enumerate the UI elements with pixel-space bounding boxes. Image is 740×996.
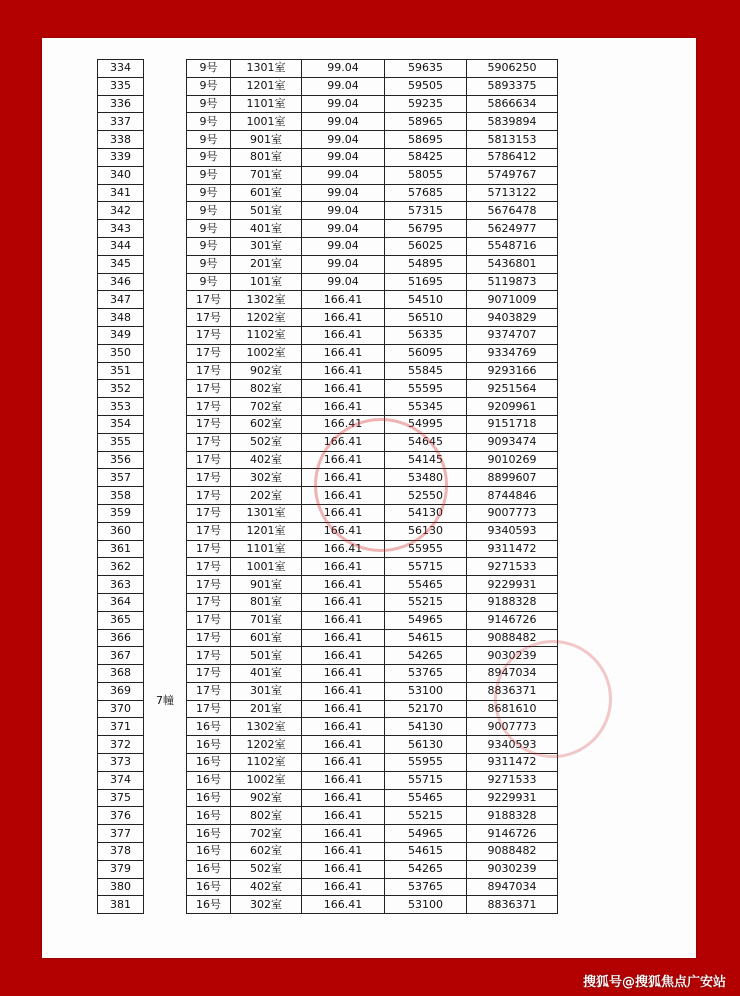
unit-price-cell: 54265 bbox=[385, 860, 467, 878]
unit-cell: 17号 bbox=[187, 451, 231, 469]
unit-price-cell: 53100 bbox=[385, 682, 467, 700]
total-price-cell: 9151718 bbox=[467, 415, 558, 433]
row-number-cell: 347 bbox=[98, 291, 144, 309]
total-price-cell: 9271533 bbox=[467, 771, 558, 789]
unit-price-cell: 54645 bbox=[385, 433, 467, 451]
total-price-cell: 9311472 bbox=[467, 540, 558, 558]
row-number-cell: 372 bbox=[98, 736, 144, 754]
row-number-cell: 370 bbox=[98, 700, 144, 718]
room-cell: 402室 bbox=[231, 451, 302, 469]
row-number-cell: 341 bbox=[98, 184, 144, 202]
row-number-cell: 350 bbox=[98, 344, 144, 362]
unit-cell: 9号 bbox=[187, 220, 231, 238]
total-price-cell: 9334769 bbox=[467, 344, 558, 362]
total-price-cell: 9251564 bbox=[467, 380, 558, 398]
row-number-cell: 377 bbox=[98, 825, 144, 843]
unit-price-cell: 55715 bbox=[385, 771, 467, 789]
total-price-cell: 8836371 bbox=[467, 896, 558, 914]
area-cell: 166.41 bbox=[302, 647, 385, 665]
room-cell: 201室 bbox=[231, 700, 302, 718]
unit-cell: 17号 bbox=[187, 344, 231, 362]
room-cell: 702室 bbox=[231, 825, 302, 843]
unit-price-cell: 58695 bbox=[385, 131, 467, 149]
unit-price-cell: 55465 bbox=[385, 789, 467, 807]
unit-cell: 9号 bbox=[187, 148, 231, 166]
total-price-cell: 9209961 bbox=[467, 398, 558, 416]
area-cell: 166.41 bbox=[302, 789, 385, 807]
unit-cell: 17号 bbox=[187, 629, 231, 647]
total-price-cell: 8947034 bbox=[467, 878, 558, 896]
total-price-cell: 5749767 bbox=[467, 166, 558, 184]
total-price-cell: 5893375 bbox=[467, 77, 558, 95]
row-number-cell: 334 bbox=[98, 60, 144, 78]
area-cell: 166.41 bbox=[302, 807, 385, 825]
unit-price-cell: 59505 bbox=[385, 77, 467, 95]
row-number-cell: 357 bbox=[98, 469, 144, 487]
unit-price-cell: 56335 bbox=[385, 326, 467, 344]
row-number-cell: 369 bbox=[98, 682, 144, 700]
unit-cell: 16号 bbox=[187, 736, 231, 754]
unit-price-cell: 54615 bbox=[385, 843, 467, 861]
total-price-cell: 9030239 bbox=[467, 647, 558, 665]
area-cell: 166.41 bbox=[302, 754, 385, 772]
unit-cell: 9号 bbox=[187, 113, 231, 131]
unit-cell: 16号 bbox=[187, 718, 231, 736]
total-price-cell: 9188328 bbox=[467, 593, 558, 611]
total-price-cell: 9293166 bbox=[467, 362, 558, 380]
unit-cell: 17号 bbox=[187, 504, 231, 522]
area-cell: 99.04 bbox=[302, 95, 385, 113]
room-cell: 901室 bbox=[231, 576, 302, 594]
row-number-cell: 338 bbox=[98, 131, 144, 149]
area-cell: 166.41 bbox=[302, 398, 385, 416]
area-cell: 99.04 bbox=[302, 237, 385, 255]
area-cell: 166.41 bbox=[302, 700, 385, 718]
area-cell: 166.41 bbox=[302, 540, 385, 558]
unit-price-cell: 54965 bbox=[385, 825, 467, 843]
row-number-cell: 362 bbox=[98, 558, 144, 576]
unit-cell: 16号 bbox=[187, 860, 231, 878]
total-price-cell: 9007773 bbox=[467, 718, 558, 736]
unit-price-cell: 56130 bbox=[385, 736, 467, 754]
row-number-cell: 346 bbox=[98, 273, 144, 291]
total-price-cell: 9374707 bbox=[467, 326, 558, 344]
unit-cell: 17号 bbox=[187, 326, 231, 344]
room-cell: 1202室 bbox=[231, 309, 302, 327]
area-cell: 99.04 bbox=[302, 113, 385, 131]
room-cell: 801室 bbox=[231, 593, 302, 611]
unit-cell: 17号 bbox=[187, 291, 231, 309]
unit-price-cell: 55955 bbox=[385, 540, 467, 558]
price-table bbox=[97, 59, 558, 914]
total-price-cell: 9071009 bbox=[467, 291, 558, 309]
row-number-cell: 368 bbox=[98, 665, 144, 683]
row-number-cell: 371 bbox=[98, 718, 144, 736]
room-cell: 601室 bbox=[231, 184, 302, 202]
unit-price-cell: 52170 bbox=[385, 700, 467, 718]
unit-cell: 17号 bbox=[187, 362, 231, 380]
unit-cell: 17号 bbox=[187, 415, 231, 433]
area-cell: 166.41 bbox=[302, 451, 385, 469]
total-price-cell: 9010269 bbox=[467, 451, 558, 469]
area-cell: 166.41 bbox=[302, 593, 385, 611]
room-cell: 602室 bbox=[231, 415, 302, 433]
room-cell: 701室 bbox=[231, 611, 302, 629]
area-cell: 99.04 bbox=[302, 77, 385, 95]
unit-cell: 16号 bbox=[187, 789, 231, 807]
area-cell: 166.41 bbox=[302, 558, 385, 576]
total-price-cell: 9229931 bbox=[467, 576, 558, 594]
row-number-cell: 352 bbox=[98, 380, 144, 398]
room-cell: 601室 bbox=[231, 629, 302, 647]
area-cell: 166.41 bbox=[302, 736, 385, 754]
unit-cell: 16号 bbox=[187, 896, 231, 914]
unit-cell: 17号 bbox=[187, 682, 231, 700]
room-cell: 1101室 bbox=[231, 540, 302, 558]
row-number-cell: 349 bbox=[98, 326, 144, 344]
total-price-cell: 9146726 bbox=[467, 611, 558, 629]
unit-price-cell: 54145 bbox=[385, 451, 467, 469]
total-price-cell: 5866634 bbox=[467, 95, 558, 113]
unit-price-cell: 56130 bbox=[385, 522, 467, 540]
row-number-cell: 363 bbox=[98, 576, 144, 594]
total-price-cell: 8947034 bbox=[467, 665, 558, 683]
area-cell: 166.41 bbox=[302, 291, 385, 309]
unit-cell: 16号 bbox=[187, 754, 231, 772]
total-price-cell: 9403829 bbox=[467, 309, 558, 327]
unit-price-cell: 59635 bbox=[385, 60, 467, 78]
room-cell: 401室 bbox=[231, 220, 302, 238]
total-price-cell: 9146726 bbox=[467, 825, 558, 843]
row-number-cell: 345 bbox=[98, 255, 144, 273]
room-cell: 902室 bbox=[231, 362, 302, 380]
unit-cell: 9号 bbox=[187, 95, 231, 113]
unit-price-cell: 56795 bbox=[385, 220, 467, 238]
unit-cell: 9号 bbox=[187, 166, 231, 184]
row-number-cell: 374 bbox=[98, 771, 144, 789]
total-price-cell: 5436801 bbox=[467, 255, 558, 273]
room-cell: 502室 bbox=[231, 860, 302, 878]
unit-cell: 17号 bbox=[187, 700, 231, 718]
room-cell: 701室 bbox=[231, 166, 302, 184]
room-cell: 1001室 bbox=[231, 558, 302, 576]
unit-cell: 16号 bbox=[187, 771, 231, 789]
total-price-cell: 9340593 bbox=[467, 522, 558, 540]
unit-price-cell: 54510 bbox=[385, 291, 467, 309]
unit-cell: 17号 bbox=[187, 380, 231, 398]
total-price-cell: 5839894 bbox=[467, 113, 558, 131]
unit-cell: 17号 bbox=[187, 487, 231, 505]
room-cell: 201室 bbox=[231, 255, 302, 273]
unit-price-cell: 54265 bbox=[385, 647, 467, 665]
room-cell: 1102室 bbox=[231, 326, 302, 344]
unit-price-cell: 57685 bbox=[385, 184, 467, 202]
unit-price-cell: 54130 bbox=[385, 504, 467, 522]
row-number-cell: 361 bbox=[98, 540, 144, 558]
area-cell: 166.41 bbox=[302, 825, 385, 843]
total-price-cell: 9007773 bbox=[467, 504, 558, 522]
area-cell: 166.41 bbox=[302, 896, 385, 914]
room-cell: 402室 bbox=[231, 878, 302, 896]
unit-price-cell: 54130 bbox=[385, 718, 467, 736]
row-number-cell: 344 bbox=[98, 237, 144, 255]
area-cell: 166.41 bbox=[302, 878, 385, 896]
row-number-cell: 359 bbox=[98, 504, 144, 522]
area-cell: 166.41 bbox=[302, 326, 385, 344]
room-cell: 1002室 bbox=[231, 771, 302, 789]
row-number-cell: 365 bbox=[98, 611, 144, 629]
unit-cell: 17号 bbox=[187, 522, 231, 540]
area-cell: 166.41 bbox=[302, 860, 385, 878]
unit-price-cell: 58055 bbox=[385, 166, 467, 184]
row-number-cell: 356 bbox=[98, 451, 144, 469]
unit-price-cell: 55715 bbox=[385, 558, 467, 576]
row-number-cell: 342 bbox=[98, 202, 144, 220]
area-cell: 166.41 bbox=[302, 344, 385, 362]
room-cell: 801室 bbox=[231, 148, 302, 166]
total-price-cell: 9229931 bbox=[467, 789, 558, 807]
unit-cell: 16号 bbox=[187, 878, 231, 896]
unit-cell: 9号 bbox=[187, 60, 231, 78]
row-number-cell: 373 bbox=[98, 754, 144, 772]
room-cell: 1101室 bbox=[231, 95, 302, 113]
area-cell: 166.41 bbox=[302, 576, 385, 594]
unit-cell: 16号 bbox=[187, 807, 231, 825]
area-cell: 166.41 bbox=[302, 771, 385, 789]
unit-cell: 17号 bbox=[187, 665, 231, 683]
unit-price-cell: 58425 bbox=[385, 148, 467, 166]
unit-price-cell: 54995 bbox=[385, 415, 467, 433]
total-price-cell: 8744846 bbox=[467, 487, 558, 505]
room-cell: 1202室 bbox=[231, 736, 302, 754]
total-price-cell: 8681610 bbox=[467, 700, 558, 718]
row-number-cell: 353 bbox=[98, 398, 144, 416]
area-cell: 166.41 bbox=[302, 504, 385, 522]
area-cell: 99.04 bbox=[302, 202, 385, 220]
area-cell: 166.41 bbox=[302, 362, 385, 380]
total-price-cell: 8899607 bbox=[467, 469, 558, 487]
unit-price-cell: 54895 bbox=[385, 255, 467, 273]
room-cell: 1301室 bbox=[231, 504, 302, 522]
row-number-cell: 343 bbox=[98, 220, 144, 238]
total-price-cell: 9311472 bbox=[467, 754, 558, 772]
row-number-cell: 340 bbox=[98, 166, 144, 184]
unit-cell: 9号 bbox=[187, 273, 231, 291]
unit-price-cell: 53480 bbox=[385, 469, 467, 487]
total-price-cell: 9271533 bbox=[467, 558, 558, 576]
unit-cell: 17号 bbox=[187, 398, 231, 416]
room-cell: 1002室 bbox=[231, 344, 302, 362]
room-cell: 302室 bbox=[231, 896, 302, 914]
unit-cell: 17号 bbox=[187, 433, 231, 451]
row-number-cell: 336 bbox=[98, 95, 144, 113]
row-number-cell: 360 bbox=[98, 522, 144, 540]
row-number-cell: 335 bbox=[98, 77, 144, 95]
area-cell: 99.04 bbox=[302, 184, 385, 202]
unit-cell: 16号 bbox=[187, 843, 231, 861]
row-number-cell: 348 bbox=[98, 309, 144, 327]
total-price-cell: 5676478 bbox=[467, 202, 558, 220]
area-cell: 166.41 bbox=[302, 665, 385, 683]
unit-cell: 17号 bbox=[187, 647, 231, 665]
room-cell: 1302室 bbox=[231, 718, 302, 736]
area-cell: 166.41 bbox=[302, 469, 385, 487]
unit-price-cell: 58965 bbox=[385, 113, 467, 131]
area-cell: 166.41 bbox=[302, 415, 385, 433]
unit-cell: 9号 bbox=[187, 237, 231, 255]
room-cell: 1301室 bbox=[231, 60, 302, 78]
unit-cell: 17号 bbox=[187, 309, 231, 327]
unit-price-cell: 54615 bbox=[385, 629, 467, 647]
room-cell: 1201室 bbox=[231, 77, 302, 95]
area-cell: 99.04 bbox=[302, 131, 385, 149]
unit-cell: 9号 bbox=[187, 131, 231, 149]
area-cell: 99.04 bbox=[302, 273, 385, 291]
row-number-cell: 351 bbox=[98, 362, 144, 380]
row-number-cell: 339 bbox=[98, 148, 144, 166]
row-number-cell: 355 bbox=[98, 433, 144, 451]
unit-price-cell: 51695 bbox=[385, 273, 467, 291]
area-cell: 166.41 bbox=[302, 380, 385, 398]
room-cell: 602室 bbox=[231, 843, 302, 861]
unit-price-cell: 55595 bbox=[385, 380, 467, 398]
room-cell: 1302室 bbox=[231, 291, 302, 309]
room-cell: 401室 bbox=[231, 665, 302, 683]
total-price-cell: 9030239 bbox=[467, 860, 558, 878]
total-price-cell: 9088482 bbox=[467, 629, 558, 647]
row-number-cell: 364 bbox=[98, 593, 144, 611]
unit-cell: 16号 bbox=[187, 825, 231, 843]
room-cell: 501室 bbox=[231, 647, 302, 665]
row-number-cell: 375 bbox=[98, 789, 144, 807]
room-cell: 301室 bbox=[231, 237, 302, 255]
room-cell: 901室 bbox=[231, 131, 302, 149]
unit-cell: 17号 bbox=[187, 593, 231, 611]
unit-price-cell: 55215 bbox=[385, 807, 467, 825]
row-number-cell: 358 bbox=[98, 487, 144, 505]
room-cell: 202室 bbox=[231, 487, 302, 505]
area-cell: 166.41 bbox=[302, 611, 385, 629]
total-price-cell: 5906250 bbox=[467, 60, 558, 78]
unit-price-cell: 56025 bbox=[385, 237, 467, 255]
area-cell: 166.41 bbox=[302, 843, 385, 861]
total-price-cell: 9093474 bbox=[467, 433, 558, 451]
price-table-body bbox=[98, 60, 558, 914]
area-cell: 99.04 bbox=[302, 166, 385, 184]
unit-price-cell: 55465 bbox=[385, 576, 467, 594]
room-cell: 302室 bbox=[231, 469, 302, 487]
unit-price-cell: 53765 bbox=[385, 878, 467, 896]
row-number-cell: 380 bbox=[98, 878, 144, 896]
total-price-cell: 9088482 bbox=[467, 843, 558, 861]
total-price-cell: 5548716 bbox=[467, 237, 558, 255]
area-cell: 166.41 bbox=[302, 487, 385, 505]
unit-price-cell: 55345 bbox=[385, 398, 467, 416]
total-price-cell: 5786412 bbox=[467, 148, 558, 166]
area-cell: 99.04 bbox=[302, 148, 385, 166]
unit-cell: 17号 bbox=[187, 558, 231, 576]
total-price-cell: 5813153 bbox=[467, 131, 558, 149]
row-number-cell: 376 bbox=[98, 807, 144, 825]
total-price-cell: 9340593 bbox=[467, 736, 558, 754]
row-number-cell: 354 bbox=[98, 415, 144, 433]
area-cell: 166.41 bbox=[302, 682, 385, 700]
row-number-cell: 366 bbox=[98, 629, 144, 647]
area-cell: 166.41 bbox=[302, 309, 385, 327]
unit-price-cell: 57315 bbox=[385, 202, 467, 220]
unit-price-cell: 55955 bbox=[385, 754, 467, 772]
row-number-cell: 381 bbox=[98, 896, 144, 914]
document-page bbox=[42, 38, 696, 958]
area-cell: 99.04 bbox=[302, 60, 385, 78]
building-cell: 7幢 bbox=[144, 60, 187, 914]
row-number-cell: 379 bbox=[98, 860, 144, 878]
room-cell: 1201室 bbox=[231, 522, 302, 540]
area-cell: 166.41 bbox=[302, 629, 385, 647]
room-cell: 501室 bbox=[231, 202, 302, 220]
room-cell: 902室 bbox=[231, 789, 302, 807]
unit-price-cell: 55215 bbox=[385, 593, 467, 611]
area-cell: 99.04 bbox=[302, 220, 385, 238]
room-cell: 1001室 bbox=[231, 113, 302, 131]
row-number-cell: 337 bbox=[98, 113, 144, 131]
row-number-cell: 378 bbox=[98, 843, 144, 861]
unit-price-cell: 54965 bbox=[385, 611, 467, 629]
total-price-cell: 8836371 bbox=[467, 682, 558, 700]
room-cell: 802室 bbox=[231, 380, 302, 398]
room-cell: 301室 bbox=[231, 682, 302, 700]
room-cell: 101室 bbox=[231, 273, 302, 291]
unit-price-cell: 53100 bbox=[385, 896, 467, 914]
unit-cell: 9号 bbox=[187, 77, 231, 95]
unit-cell: 17号 bbox=[187, 611, 231, 629]
room-cell: 1102室 bbox=[231, 754, 302, 772]
source-watermark: 搜狐号@搜狐焦点广安站 bbox=[582, 975, 726, 990]
area-cell: 166.41 bbox=[302, 718, 385, 736]
unit-cell: 17号 bbox=[187, 540, 231, 558]
unit-cell: 17号 bbox=[187, 469, 231, 487]
room-cell: 802室 bbox=[231, 807, 302, 825]
table-row bbox=[98, 60, 558, 78]
unit-cell: 17号 bbox=[187, 576, 231, 594]
row-number-cell: 367 bbox=[98, 647, 144, 665]
unit-cell: 9号 bbox=[187, 184, 231, 202]
total-price-cell: 5713122 bbox=[467, 184, 558, 202]
area-cell: 166.41 bbox=[302, 522, 385, 540]
unit-price-cell: 53765 bbox=[385, 665, 467, 683]
unit-price-cell: 55845 bbox=[385, 362, 467, 380]
unit-cell: 9号 bbox=[187, 255, 231, 273]
unit-price-cell: 52550 bbox=[385, 487, 467, 505]
room-cell: 702室 bbox=[231, 398, 302, 416]
total-price-cell: 5119873 bbox=[467, 273, 558, 291]
unit-price-cell: 56510 bbox=[385, 309, 467, 327]
unit-price-cell: 59235 bbox=[385, 95, 467, 113]
area-cell: 166.41 bbox=[302, 433, 385, 451]
unit-cell: 9号 bbox=[187, 202, 231, 220]
unit-price-cell: 56095 bbox=[385, 344, 467, 362]
total-price-cell: 5624977 bbox=[467, 220, 558, 238]
room-cell: 502室 bbox=[231, 433, 302, 451]
total-price-cell: 9188328 bbox=[467, 807, 558, 825]
area-cell: 99.04 bbox=[302, 255, 385, 273]
